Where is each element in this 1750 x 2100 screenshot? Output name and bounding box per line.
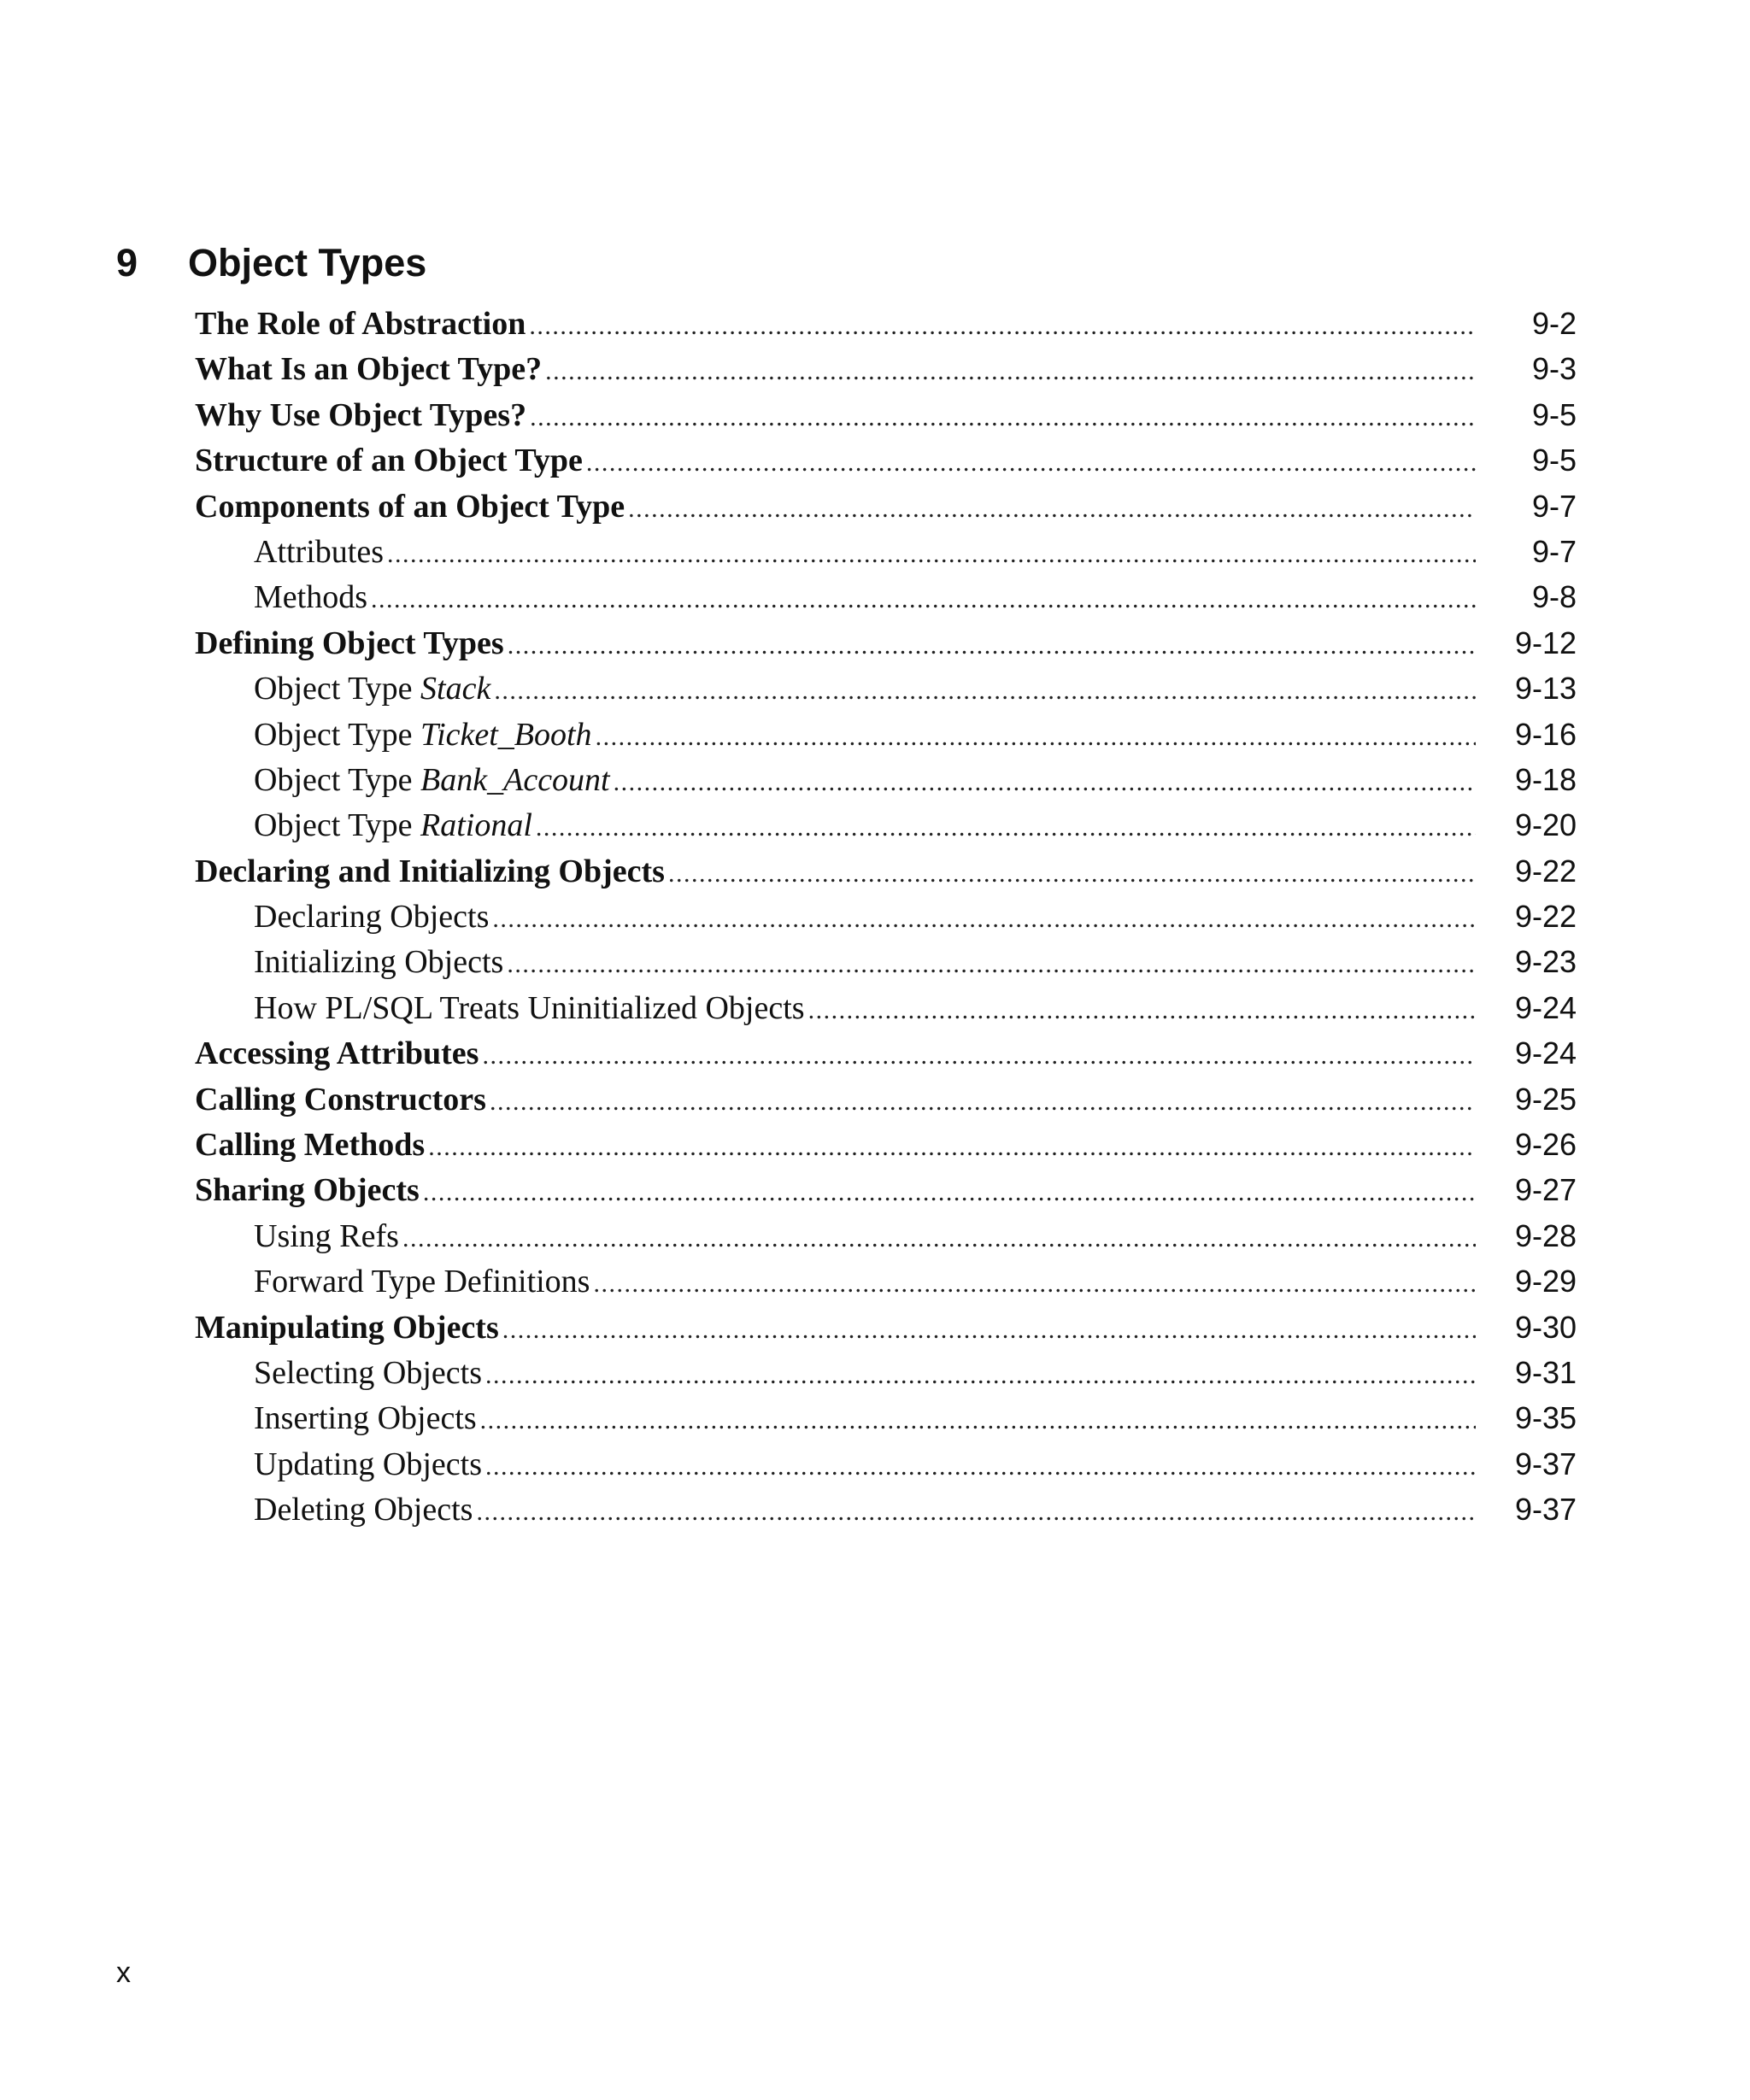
toc-entry[interactable]: [195, 1171, 1577, 1217]
toc-entry-page: 9-7: [1531, 533, 1577, 569]
toc-entry-page: 9-37: [1514, 1492, 1577, 1528]
toc-entry-page: 9-18: [1514, 761, 1577, 797]
chapter-number: 9: [116, 241, 138, 284]
toc-entry[interactable]: [195, 1309, 1577, 1354]
dot-leader: [482, 1041, 1476, 1071]
toc-entry[interactable]: [195, 533, 1577, 578]
dot-leader: [529, 312, 1476, 341]
toc-entry-page: 9-3: [1531, 351, 1577, 387]
dot-leader: [596, 723, 1476, 752]
toc-entry-page: 9-26: [1514, 1127, 1577, 1163]
toc-entry-page: 9-30: [1514, 1309, 1577, 1345]
toc-entry-title: Object Type Bank_Account: [254, 761, 610, 798]
toc-entry-title-italic: Rational: [420, 807, 532, 844]
toc-entry[interactable]: [195, 670, 1577, 715]
dot-leader: [494, 677, 1476, 706]
toc-entry-title: Manipulating Objects: [195, 1309, 499, 1346]
toc-entry-page: 9-20: [1514, 807, 1577, 843]
toc-entry-title: Structure of an Object Type: [195, 443, 583, 479]
toc-entry-page: 9-35: [1514, 1400, 1577, 1436]
toc-entry-title: Forward Type Definitions: [254, 1264, 590, 1300]
dot-leader: [668, 859, 1476, 889]
toc-entry-title: How PL/SQL Treats Uninitialized Objects: [254, 989, 805, 1026]
toc-entry-page: 9-25: [1514, 1081, 1577, 1117]
toc-entry-title: Components of an Object Type: [195, 488, 625, 525]
toc-entry-title-italic: Bank_Account: [420, 761, 610, 798]
dot-leader: [530, 403, 1476, 432]
page-folio: x: [116, 1956, 131, 1989]
toc-entry[interactable]: [195, 1126, 1577, 1171]
toc-entry-page: 9-37: [1514, 1446, 1577, 1481]
dot-leader: [545, 357, 1476, 386]
toc-entry[interactable]: [195, 898, 1577, 943]
dot-leader: [387, 540, 1476, 569]
toc-entry-title: Declaring and Initializing Objects: [195, 853, 665, 889]
toc-entry[interactable]: [195, 350, 1577, 396]
toc-entry-page: 9-16: [1514, 716, 1577, 752]
dot-leader: [586, 449, 1476, 478]
toc-entry-title: Defining Object Types: [195, 625, 504, 661]
toc-entry[interactable]: [195, 1263, 1577, 1308]
toc-entry-title: Inserting Objects: [254, 1400, 477, 1437]
toc-entry[interactable]: [195, 1081, 1577, 1126]
toc-entry-page: 9-23: [1514, 944, 1577, 980]
toc-entry-page: 9-29: [1514, 1264, 1577, 1299]
toc-entry-page: 9-22: [1514, 853, 1577, 889]
chapter-title: Object Types: [188, 241, 427, 284]
toc-entry-page: 9-5: [1531, 396, 1577, 432]
toc-entry-title: Calling Methods: [195, 1127, 426, 1164]
toc-entry-page: 9-5: [1531, 443, 1577, 478]
toc-entry-title: Accessing Attributes: [195, 1035, 479, 1072]
toc-entry-title: What Is an Object Type?: [195, 351, 543, 388]
dot-leader: [490, 1088, 1476, 1117]
toc-entry[interactable]: [195, 442, 1577, 487]
toc-entry-title-italic: Stack: [420, 671, 491, 707]
toc-entry-title: Calling Constructors: [195, 1081, 486, 1117]
toc-entry-title: Updating Objects: [254, 1446, 483, 1482]
dot-leader: [485, 1361, 1476, 1390]
toc-entry[interactable]: [195, 1399, 1577, 1445]
toc-entry[interactable]: [195, 396, 1577, 442]
toc-entry[interactable]: [195, 1035, 1577, 1080]
dot-leader: [507, 950, 1476, 979]
toc-entry-page: 9-12: [1514, 625, 1577, 660]
toc-entry[interactable]: [195, 488, 1577, 533]
toc-entry-title: Object Type Rational: [254, 807, 532, 844]
table-of-contents: [195, 305, 1577, 1537]
toc-entry[interactable]: [195, 305, 1577, 350]
dot-leader: [371, 585, 1476, 614]
chapter-heading: [116, 238, 426, 289]
toc-entry[interactable]: [195, 761, 1577, 807]
dot-leader: [628, 495, 1476, 524]
toc-entry[interactable]: [195, 1446, 1577, 1491]
toc-entry-page: 9-31: [1514, 1354, 1577, 1390]
dot-leader: [536, 813, 1476, 842]
dot-leader: [502, 1316, 1476, 1345]
dot-leader: [480, 1406, 1476, 1435]
toc-entry-title: Deleting Objects: [254, 1492, 473, 1528]
toc-entry[interactable]: [195, 989, 1577, 1035]
toc-entry[interactable]: [195, 1354, 1577, 1399]
toc-entry[interactable]: [195, 625, 1577, 670]
toc-entry[interactable]: [195, 943, 1577, 988]
toc-entry-page: 9-7: [1531, 488, 1577, 524]
toc-entry-title: Selecting Objects: [254, 1354, 482, 1391]
toc-entry-page: 9-28: [1514, 1217, 1577, 1253]
toc-entry-title: Using Refs: [254, 1217, 399, 1254]
toc-entry[interactable]: [195, 578, 1577, 624]
toc-entry[interactable]: [195, 1217, 1577, 1263]
toc-entry[interactable]: [195, 1491, 1577, 1536]
dot-leader: [428, 1133, 1476, 1162]
dot-leader: [423, 1178, 1476, 1207]
toc-entry[interactable]: [195, 853, 1577, 898]
toc-entry-title: Declaring Objects: [254, 899, 490, 936]
dot-leader: [492, 905, 1476, 934]
toc-entry-title: Attributes: [254, 533, 384, 570]
toc-entry-title: Why Use Object Types?: [195, 396, 527, 433]
toc-entry-title: The Role of Abstraction: [195, 306, 526, 342]
toc-entry-page: 9-2: [1531, 306, 1577, 341]
toc-entry-title-italic: Ticket_Booth: [420, 716, 592, 753]
toc-entry-title: Methods: [254, 579, 367, 616]
dot-leader: [508, 631, 1476, 660]
toc-entry-page: 9-24: [1514, 1035, 1577, 1071]
toc-entry[interactable]: [195, 807, 1577, 852]
dot-leader: [614, 768, 1476, 797]
toc-entry-page: 9-13: [1514, 671, 1577, 707]
toc-entry-page: 9-8: [1531, 579, 1577, 615]
toc-entry[interactable]: [195, 716, 1577, 761]
dot-leader: [808, 996, 1476, 1025]
dot-leader: [476, 1498, 1476, 1527]
toc-entry-page: 9-22: [1514, 899, 1577, 935]
dot-leader: [485, 1452, 1476, 1481]
toc-entry-page: 9-24: [1514, 989, 1577, 1025]
dot-leader: [593, 1270, 1476, 1299]
toc-entry-title: Object Type Ticket_Booth: [254, 716, 592, 753]
dot-leader: [402, 1224, 1476, 1253]
toc-entry-title: Sharing Objects: [195, 1172, 420, 1209]
toc-entry-title: Initializing Objects: [254, 944, 504, 981]
toc-entry-title: Object Type Stack: [254, 671, 491, 707]
toc-entry-page: 9-27: [1514, 1172, 1577, 1208]
